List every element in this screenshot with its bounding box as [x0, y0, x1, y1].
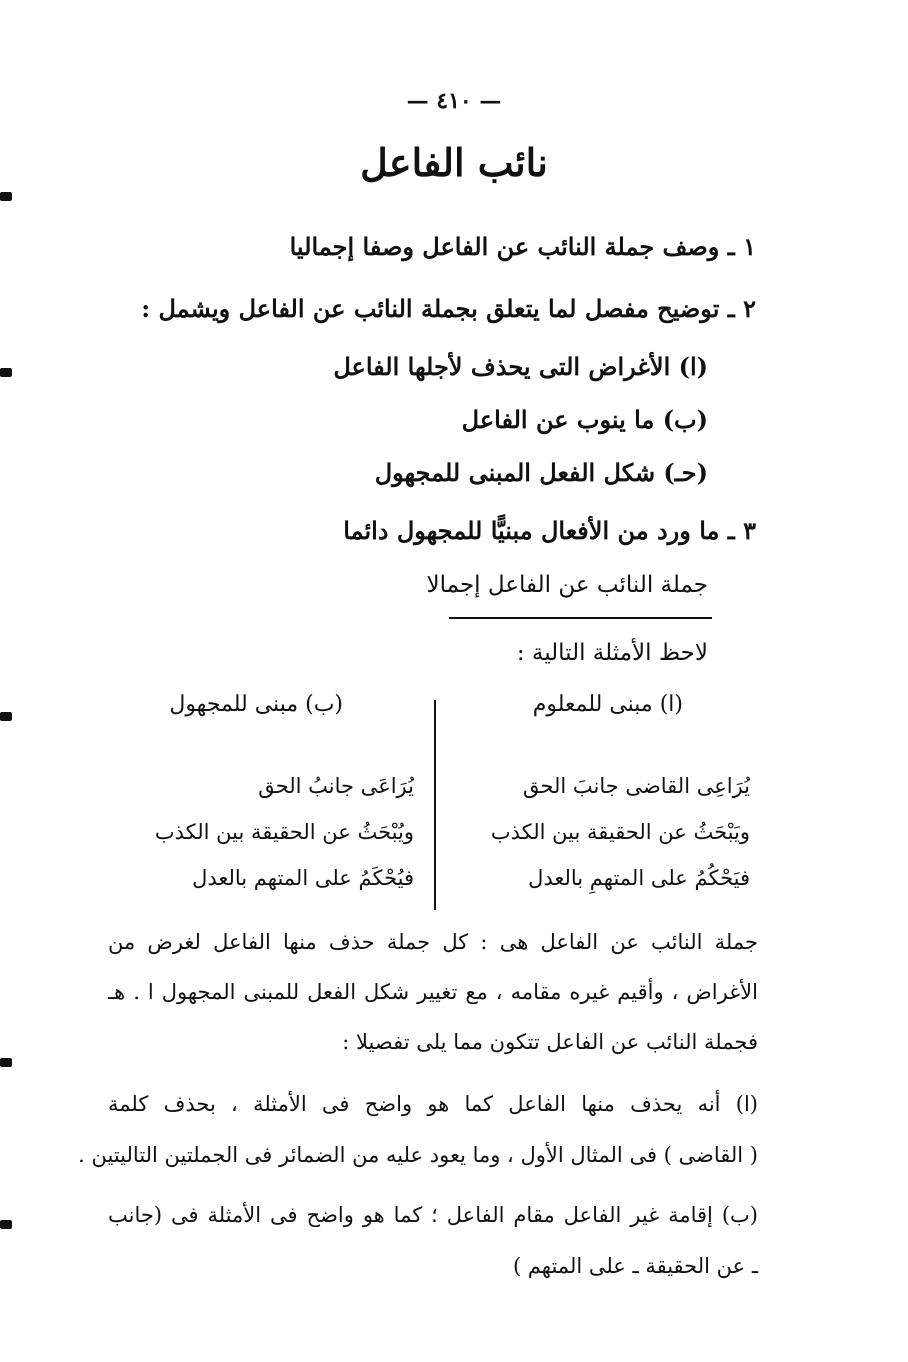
definition-line: الأغراض ، وأقيم غيره مقامه ، مع تغيير شكل الفعل للمبنى المجهول ا . هـ	[108, 980, 758, 1004]
detail-a-line: (ا) أنه يحذف منها الفاعل كما هو واضح فى الأمثلة ، بحذف كلمة	[108, 1092, 758, 1116]
margin-mark	[0, 192, 12, 201]
section-heading: جملة النائب عن الفاعل إجمالا	[426, 572, 708, 598]
active-example: يُرَاعِى القاضى جانبَ الحق	[522, 774, 750, 798]
passive-example: ويُبْحَثُ عن الحقيقة بين الكذب	[154, 820, 414, 844]
detail-a-line: ( القاضى ) فى المثال الأول ، وما يعود عليه من الضمائر فى الجملتين التاليتين .	[78, 1143, 758, 1167]
margin-mark	[0, 712, 12, 721]
page-title: نائب الفاعل	[360, 140, 548, 185]
active-column-header: (ا) مبنى للمعلوم	[532, 692, 683, 717]
passive-example: فيُحْكَمُ على المتهم بالعدل	[192, 866, 414, 890]
outline-item-2: ٢ ـ توضيح مفصل لما يتعلق بجملة النائب عن الفاعل ويشمل :	[141, 294, 756, 323]
outline-subitem-c: (حـ) شكل الفعل المبنى للمجهول	[374, 458, 708, 487]
page-number: — ٤١٠ —	[406, 88, 502, 114]
detail-b-line: (ب) إقامة غير الفاعل مقام الفاعل ؛ كما هو واضح فى الأمثلة فى (جانب	[108, 1203, 758, 1227]
passive-example: يُرَاعَى جانبُ الحق	[258, 774, 414, 798]
heading-underline	[449, 617, 712, 619]
margin-mark	[0, 1058, 12, 1067]
definition-line: جملة النائب عن الفاعل هى : كل جملة حذف منها الفاعل لغرض من	[108, 930, 758, 954]
outline-subitem-a: (ا) الأغراض التى يحذف لأجلها الفاعل	[333, 352, 708, 381]
active-example: فيَحْكُمُ على المتهمِ بالعدل	[528, 866, 750, 890]
margin-mark	[0, 368, 12, 377]
outline-subitem-b: (ب) ما ينوب عن الفاعل	[461, 405, 708, 434]
passive-column-header: (ب) مبنى للمجهول	[169, 692, 343, 717]
margin-mark	[0, 1220, 12, 1229]
intro-text: لاحظ الأمثلة التالية :	[516, 640, 708, 666]
column-divider	[434, 700, 436, 910]
detail-b-line: ـ عن الحقيقة ـ على المتهم )	[512, 1254, 758, 1278]
definition-line: فجملة النائب عن الفاعل تتكون مما يلى تفصيلا :	[342, 1030, 758, 1054]
outline-item-3: ٣ ـ ما ورد من الأفعال مبنيًّا للمجهول دائما	[343, 516, 756, 545]
outline-item-1: ١ ـ وصف جملة النائب عن الفاعل وصفا إجماليا	[289, 232, 756, 261]
active-example: ويَبْحَثُ عن الحقيقة بين الكذب	[490, 820, 750, 844]
